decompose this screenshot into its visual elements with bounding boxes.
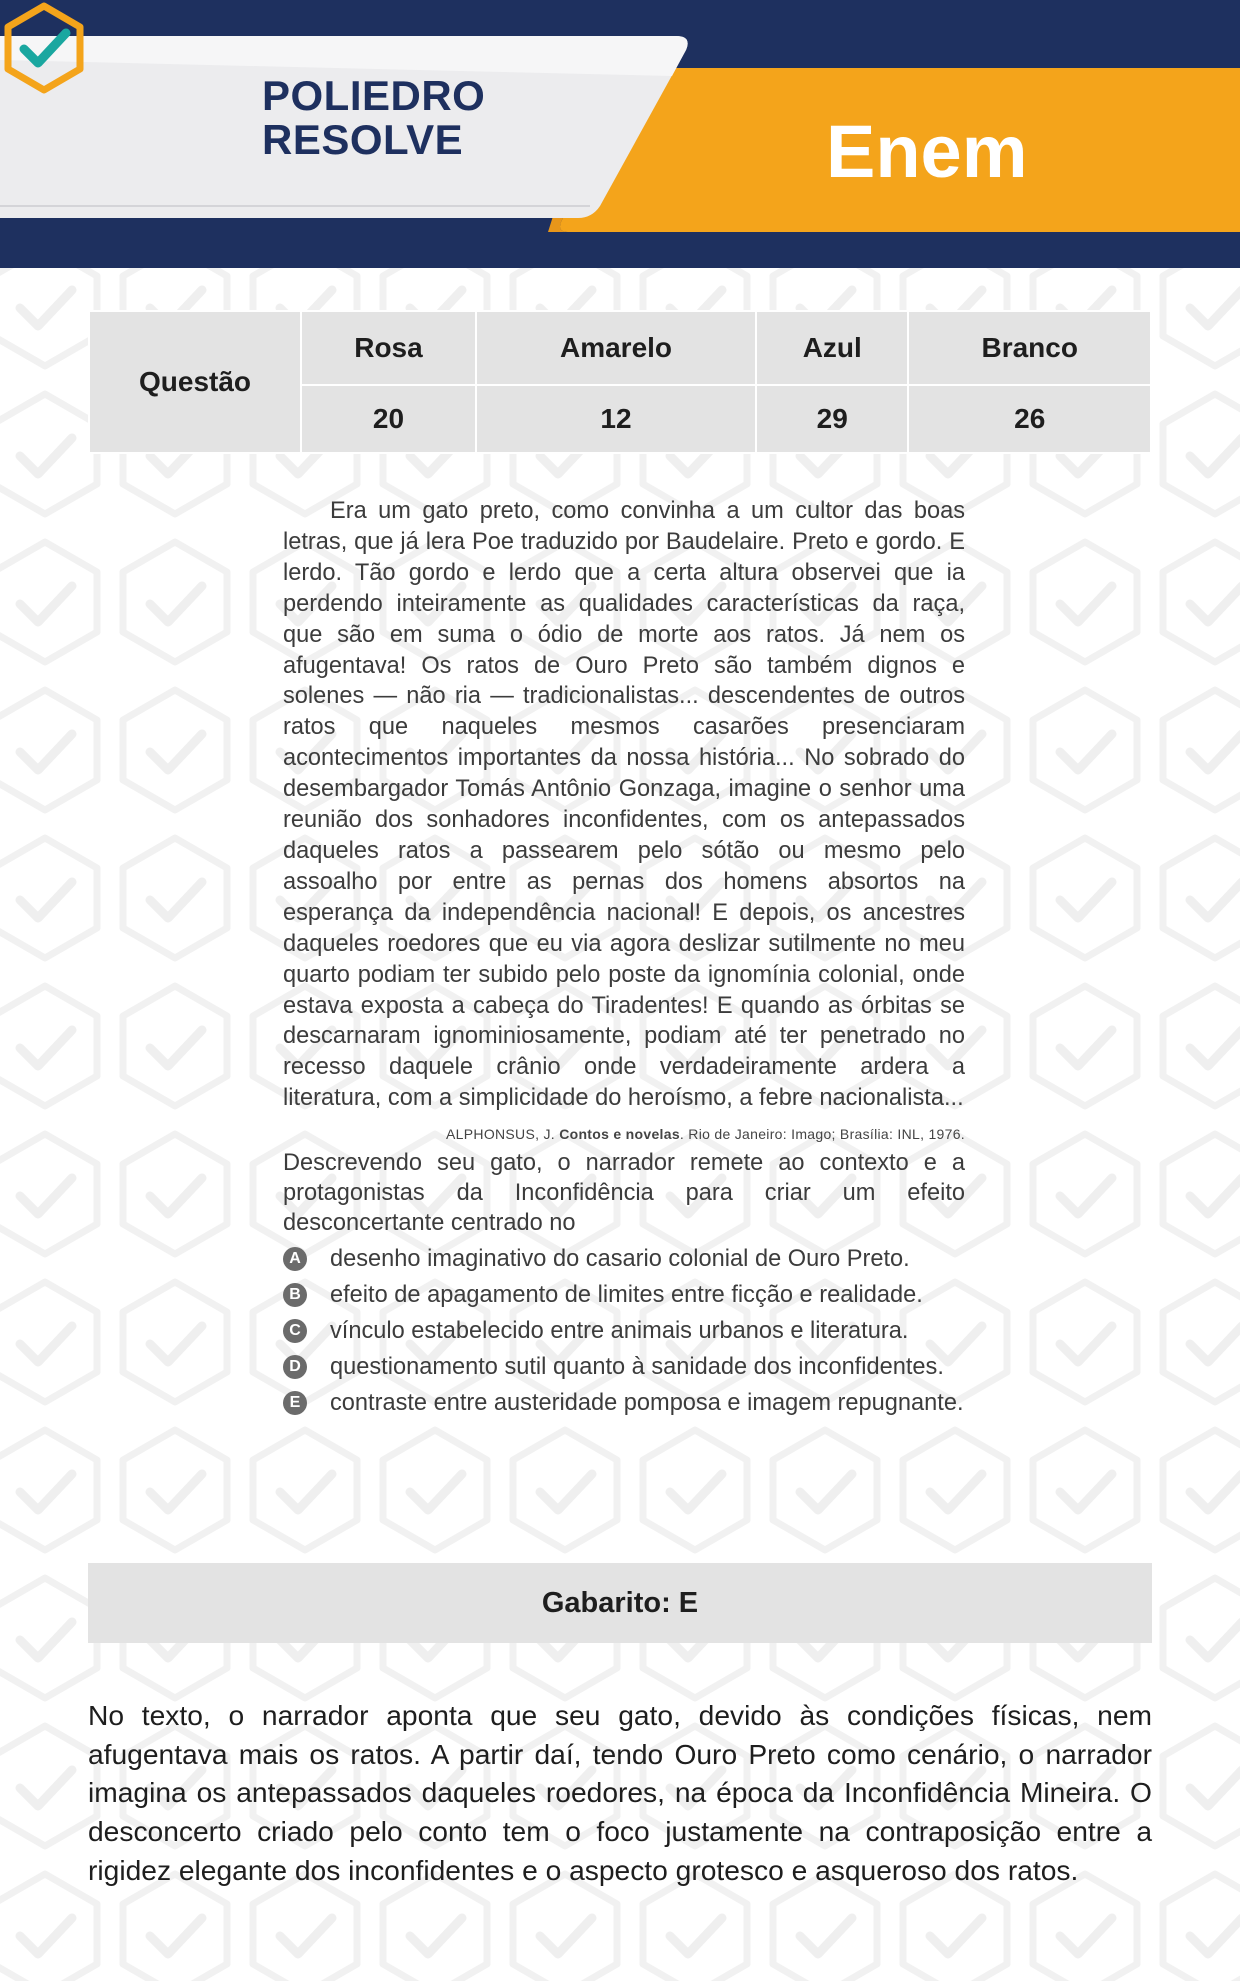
question-number-amarelo: 12 [476, 385, 756, 453]
column-header-rosa: Rosa [301, 311, 476, 385]
option-text: efeito de apagamento de limites entre ficção e realidade. [330, 1282, 923, 1309]
source-title: Contos e novelas [559, 1126, 680, 1143]
option-text: vínculo estabelecido entre animais urbanos e literatura. [330, 1318, 909, 1345]
column-header-branco: Branco [908, 311, 1151, 385]
option-letter-badge: A [283, 1247, 307, 1271]
brand-name [262, 74, 485, 162]
explanation-text: No texto, o narrador aponta que seu gato, devido às condições físicas, nem afugentava mais os ratos. A partir daí, tendo Ouro Preto como cenário, o narrador imagina os antepassados daqueles roedores, na época da Inconfidência Mineira. O desconcerto criado pelo conto tem o foco justamente na contraposição entre a rigidez elegante dos inconfidentes e o aspecto grotesco e asqueroso dos ratos. [88, 1699, 1152, 1886]
source-details: . Rio de Janeiro: Imago; Brasília: INL, 1976. [679, 1126, 965, 1143]
question-number-azul: 29 [756, 385, 908, 453]
question-number-table [88, 310, 1152, 454]
option-text: contraste entre austeridade pomposa e imagem repugnante. [330, 1390, 964, 1417]
option-d [283, 1352, 965, 1382]
header-shapes [0, 0, 1240, 268]
option-text: questionamento sutil quanto à sanidade dos inconfidentes. [330, 1354, 944, 1381]
column-header-amarelo: Amarelo [476, 311, 756, 385]
source-author: ALPHONSUS, J. [446, 1126, 555, 1143]
option-letter-badge: E [283, 1391, 307, 1415]
answer-options [283, 1244, 965, 1418]
option-b [283, 1280, 965, 1310]
check-hexagon-icon [0, 0, 88, 96]
brand-line-2: RESOLVE [262, 116, 464, 163]
answer-key-bar: Gabarito: E [88, 1563, 1152, 1643]
question-label-cell: Questão [89, 311, 301, 453]
question-number-branco: 26 [908, 385, 1151, 453]
question-prompt: Descrevendo seu gato, o narrador remete ao contexto e a protagonistas da Inconfidência para criar um efeito desconcertante centrado no [283, 1150, 965, 1237]
option-letter-badge: C [283, 1319, 307, 1343]
option-letter-badge: D [283, 1355, 307, 1379]
question-body [283, 496, 965, 1418]
option-c [283, 1316, 965, 1346]
passage-text: Era um gato preto, como convinha a um cultor das boas letras, que já lera Poe traduzido por Baudelaire. Preto e gordo. E lerdo. Tão gordo e lerdo que a certa altura observei que ia perdendo inteiramente as qualidades características da raça, que são em suma o ódio de morte aos ratos. Já nem os afugentava! Os ratos de Ouro Preto são também dignos e solenes — não ria — tradicionalistas... descendentes de outros ratos que naqueles mesmos casarões presenciaram acontecimentos importantes da nossa história... No sobrado do desembargador Tomás Antônio Gonzaga, imagine o senhor uma reunião dos sonhadores inconfidentes, com os antepassados daqueles ratos a passearem pelo sótão ou mesmo pelo assoalho por entre as pernas dos homens absortos na esperança da independência nacional! E depois, os ancestres daqueles roedores que eu via agora deslizar sutilmente no meu quarto podiam ter subido pelo poste da ignomínia colonial, onde estava exposta a cabeça do Tiradentes! E quando as órbitas se descarnaram ignominiosamente, podiam até ter penetrado no recesso daquele crânio onde verdadeiramente ardera a literatura, com a simplicidade do heroísmo, a febre nacionalista... [283, 498, 965, 1112]
source-citation [283, 1126, 965, 1142]
exam-title: Enem [826, 110, 1028, 193]
option-text: desenho imaginativo do casario colonial de Ouro Preto. [330, 1246, 910, 1273]
question-number-rosa: 20 [301, 385, 476, 453]
column-header-azul: Azul [756, 311, 908, 385]
header-banner [0, 0, 1240, 268]
option-a [283, 1244, 965, 1274]
brand-line-1: POLIEDRO [262, 72, 486, 119]
option-letter-badge: B [283, 1283, 307, 1307]
option-e [283, 1388, 965, 1418]
